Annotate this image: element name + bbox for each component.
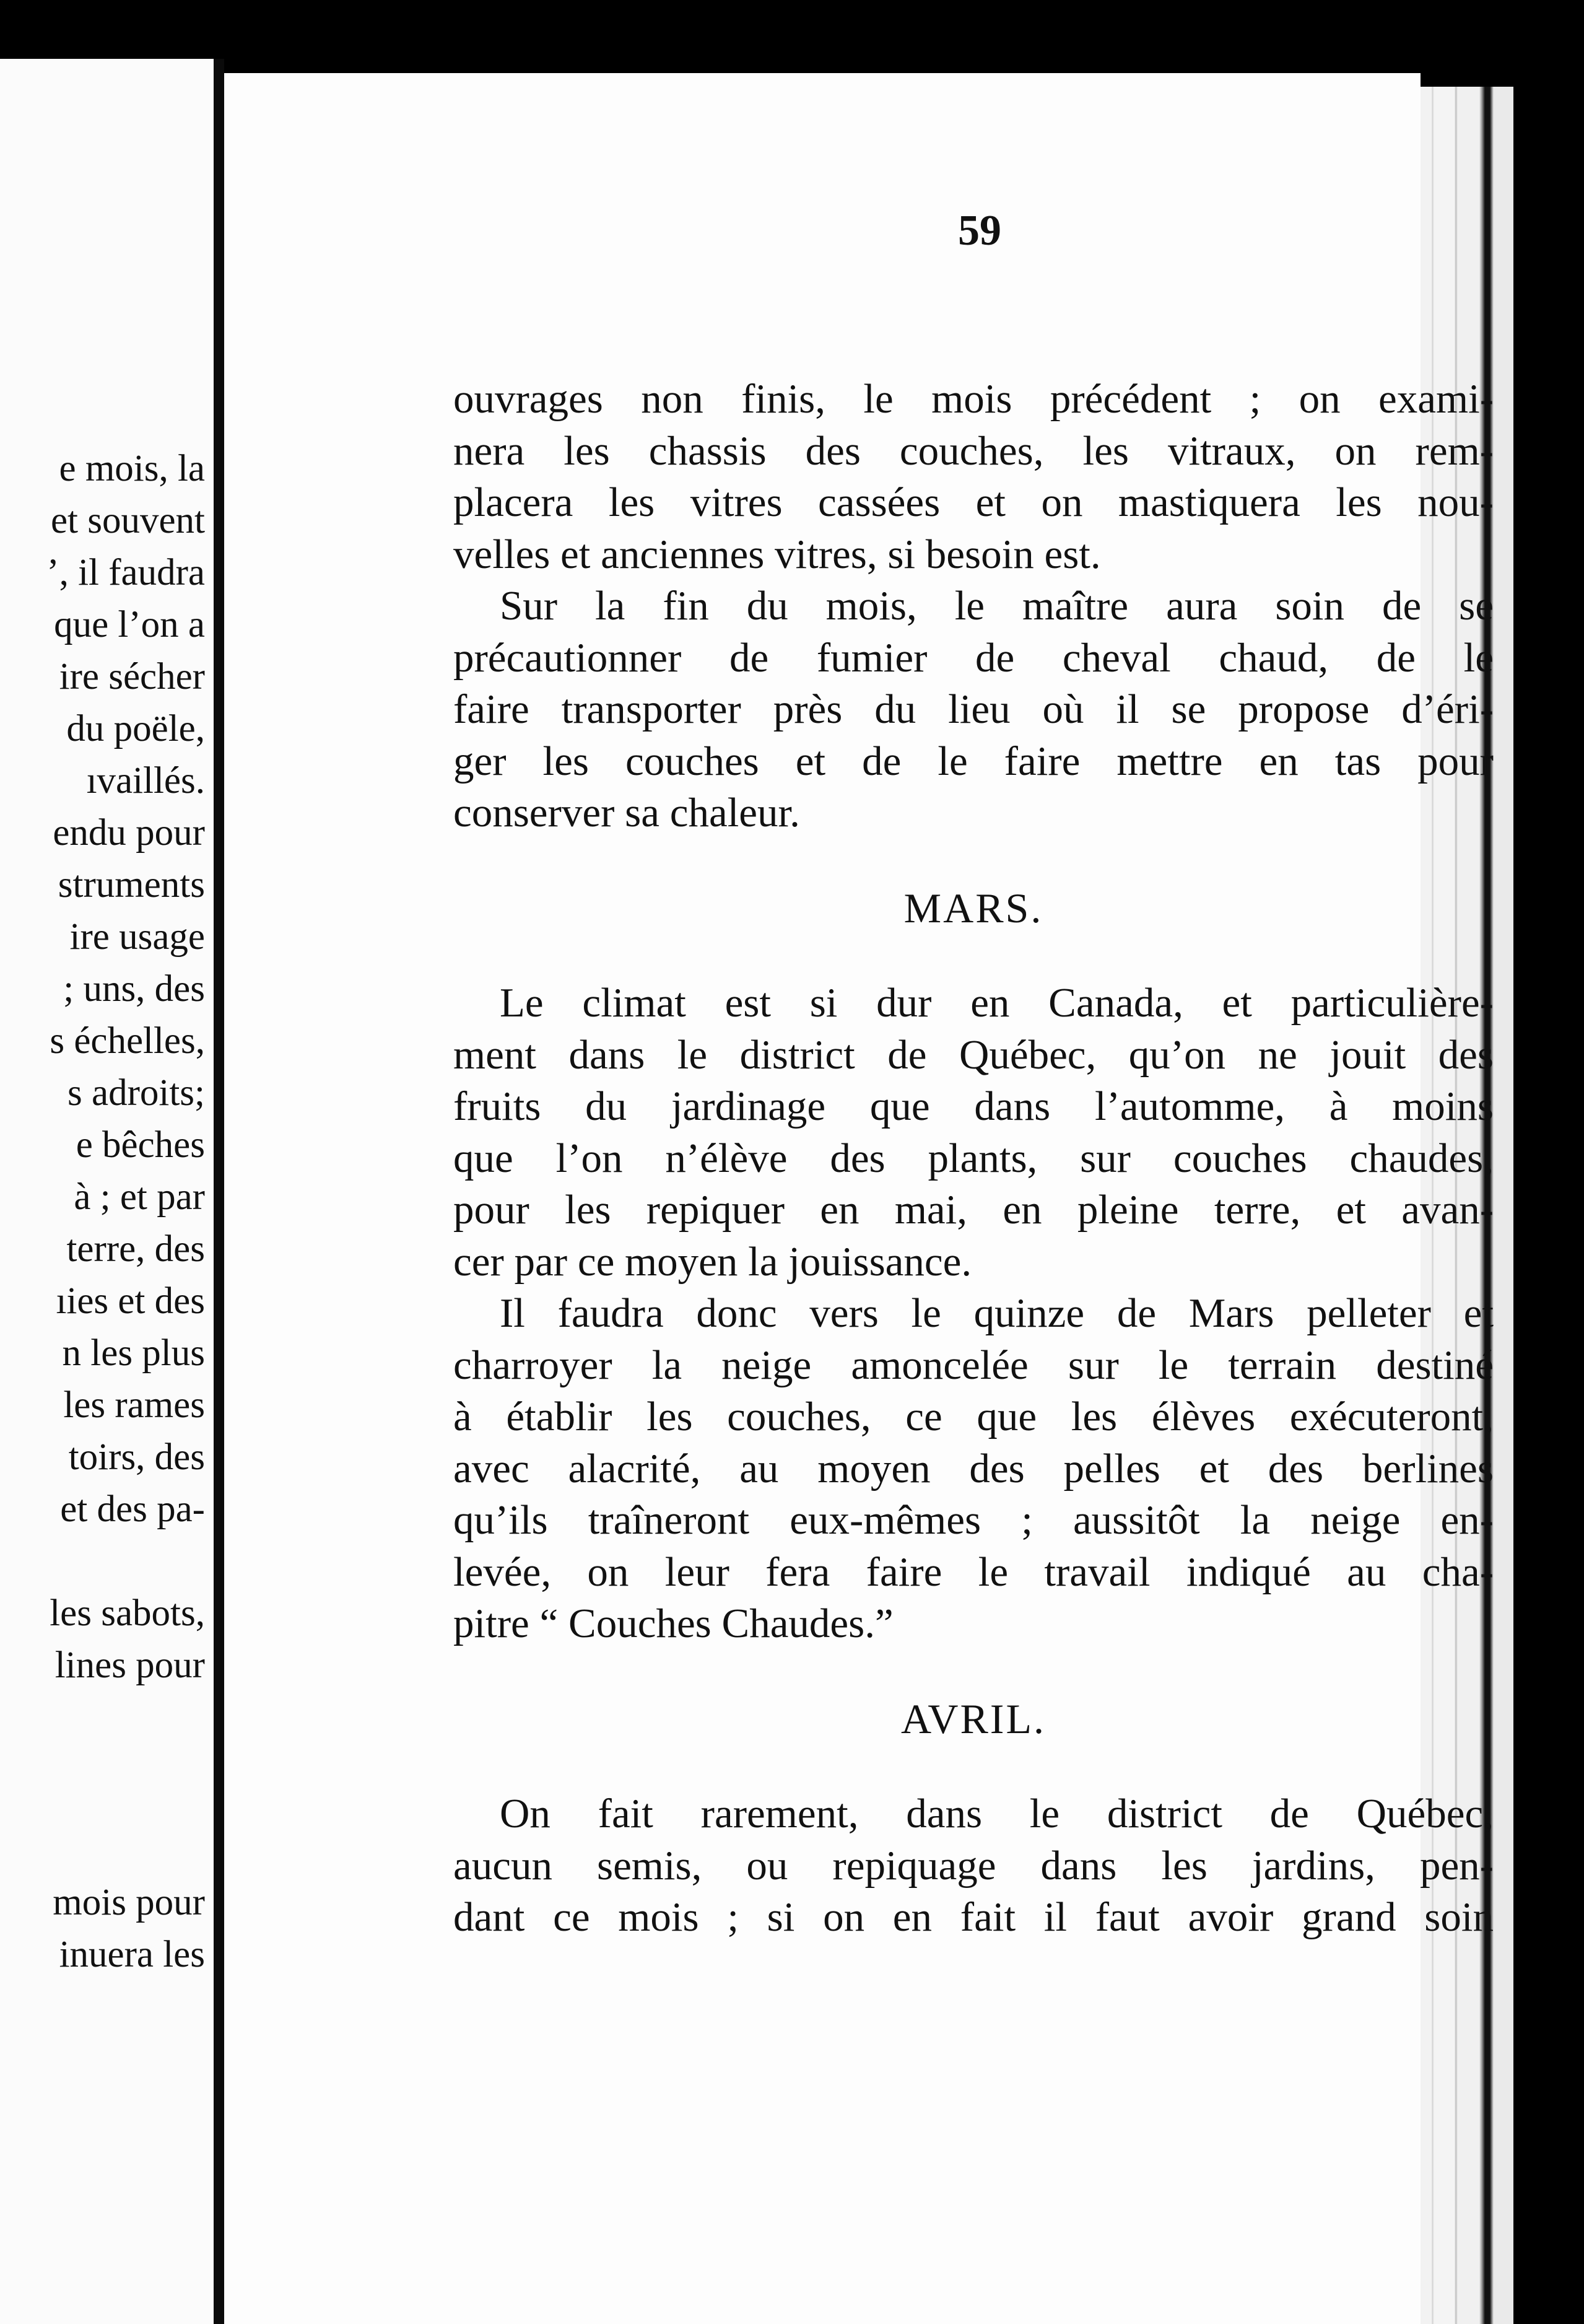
text-line: placera les vitres cassées et on mastiquera les nou- xyxy=(453,479,1494,525)
left-line: ’, il faudra xyxy=(46,552,205,593)
text-line: charroyer la neige amoncelée sur le terrain destiné xyxy=(453,1342,1494,1388)
text-line: ger les couches et de le faire mettre en tas pour xyxy=(453,738,1494,784)
left-line: que l’on a xyxy=(54,604,205,645)
text-line: que l’on n’élève des plants, sur couches chaudes, xyxy=(453,1135,1494,1181)
left-line: struments xyxy=(58,864,205,906)
previous-page-fragment xyxy=(0,59,214,2324)
left-line: s échelles, xyxy=(50,1020,205,1062)
paragraph-4 xyxy=(453,1288,1494,1650)
text-line: ouvrages non finis, le mois précédent ; on exami- xyxy=(453,376,1494,422)
paragraph-3 xyxy=(453,977,1494,1288)
spacer xyxy=(453,1745,1494,1788)
left-line: mois pour xyxy=(53,1882,205,1923)
spacer xyxy=(453,1650,1494,1693)
text-line: faire transporter près du lieu où il se propose d’éri- xyxy=(453,686,1494,732)
text-line: fruits du jardinage que dans l’automme, à moins xyxy=(453,1083,1494,1129)
text-line: précautionner de fumier de cheval chaud, de le xyxy=(453,634,1494,681)
text-line: nera les chassis des couches, les vitraux, on rem- xyxy=(453,427,1494,474)
left-line: endu pour xyxy=(53,812,205,854)
left-line: à ; et par xyxy=(74,1176,205,1218)
left-line: inuera les xyxy=(59,1934,205,1975)
page-content xyxy=(453,374,1494,1944)
left-line: ire usage xyxy=(69,916,205,958)
text-line: On fait rarement, dans le district de Québec, xyxy=(500,1791,1494,1837)
text-line: avec alacrité, au moyen des pelles et des berlines xyxy=(453,1445,1494,1492)
spacer xyxy=(453,839,1494,883)
left-line: et souvent xyxy=(50,500,205,541)
left-line-gap xyxy=(46,1536,205,1588)
left-line: ; uns, des xyxy=(63,968,205,1010)
text-line: pour les repiquer en mai, en pleine terre, et avan- xyxy=(453,1187,1494,1233)
text-line: velles et anciennes vitres, si besoin est. xyxy=(453,531,1101,577)
left-line: ire sécher xyxy=(59,656,205,697)
text-line: levée, on leur fera faire le travail indiqué au cha- xyxy=(453,1549,1494,1595)
text-line: ment dans le district de Québec, qu’on ne jouit des xyxy=(453,1031,1494,1078)
book-gutter xyxy=(214,59,224,2324)
left-line: e mois, la xyxy=(59,448,205,489)
book-page xyxy=(224,73,1494,2324)
text-line: dant ce mois ; si on en fait il faut avoir grand soin xyxy=(453,1894,1494,1940)
paragraph-1 xyxy=(453,374,1494,580)
left-line: et des pa- xyxy=(60,1488,205,1530)
left-line: ıvaillés. xyxy=(86,760,205,802)
previous-page-text-bottom xyxy=(53,1877,205,1981)
text-line: Il faudra donc vers le quinze de Mars pelleter et xyxy=(500,1290,1494,1336)
text-line: cer par ce moyen la jouissance. xyxy=(453,1238,972,1285)
left-line: toirs, des xyxy=(68,1436,205,1478)
previous-page-text-top xyxy=(46,443,205,1692)
text-line: Sur la fin du mois, le maître aura soin de se xyxy=(500,583,1494,629)
left-line: terre, des xyxy=(66,1228,205,1270)
left-line: e bêches xyxy=(76,1124,205,1166)
text-line: aucun semis, ou repiquage dans les jardins, pen- xyxy=(453,1842,1494,1889)
section-heading-mars: MARS. xyxy=(903,884,1043,932)
left-line: les sabots, xyxy=(50,1592,205,1634)
paragraph-5 xyxy=(453,1788,1494,1944)
left-line: s adroits; xyxy=(67,1072,205,1114)
left-line: du poële, xyxy=(66,708,205,749)
text-line: Le climat est si dur en Canada, et particulière- xyxy=(500,980,1494,1026)
text-line: conserver sa chaleur. xyxy=(453,790,800,836)
spacer xyxy=(453,934,1494,977)
left-line: lines pour xyxy=(54,1645,205,1686)
section-heading-avril: AVRIL. xyxy=(901,1695,1046,1742)
left-line: n les plus xyxy=(62,1332,205,1374)
left-line: les rames xyxy=(63,1384,205,1426)
text-line: qu’ils traîneront eux-mêmes ; aussitôt la neige en- xyxy=(453,1497,1494,1543)
text-line: à établir les couches, ce que les élèves exécuteront, xyxy=(453,1394,1494,1439)
page-number: 59 xyxy=(958,207,1001,255)
paragraph-2 xyxy=(453,580,1494,839)
text-line: pitre “ Couches Chaudes.” xyxy=(453,1601,894,1646)
left-line: ıies et des xyxy=(56,1280,205,1322)
